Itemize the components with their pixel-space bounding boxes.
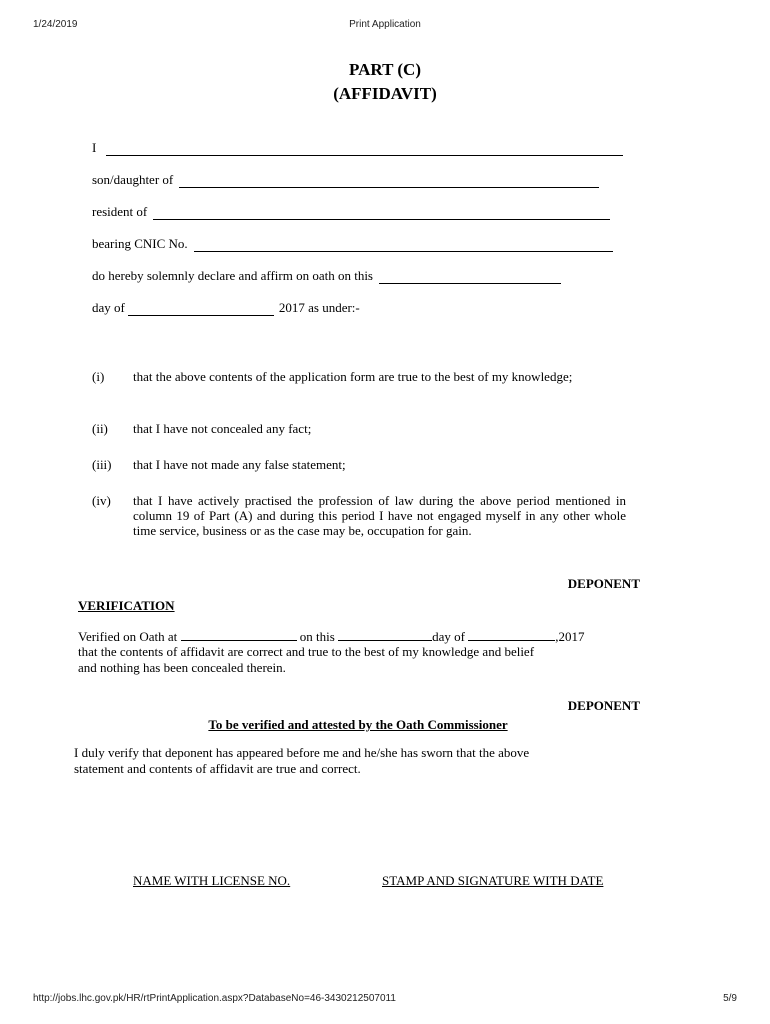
verification-line-1 bbox=[78, 628, 643, 644]
on-this-label: on this bbox=[299, 629, 335, 644]
verification-line-2: that the contents of affidavit are correct and true to the best of my knowledge and belief bbox=[78, 644, 535, 659]
field-i bbox=[92, 140, 623, 156]
field-son-daughter bbox=[92, 172, 599, 188]
field-day-of-blank bbox=[128, 301, 274, 316]
field-resident-label: resident of bbox=[92, 204, 148, 219]
field-cnic bbox=[92, 236, 613, 252]
item-number: (ii) bbox=[92, 421, 108, 436]
field-declare-blank bbox=[379, 269, 561, 284]
field-i-blank bbox=[106, 141, 623, 156]
print-url: http://jobs.lhc.gov.pk/HR/rtPrintApplication.aspx?DatabaseNo=46-3430212507011 bbox=[33, 993, 396, 1004]
item-text: that I have not made any false statement; bbox=[133, 457, 346, 472]
document-title: PART (C) bbox=[349, 60, 421, 79]
item-number: (iii) bbox=[92, 457, 112, 472]
deponent-label: DEPONENT bbox=[567, 576, 640, 591]
month-blank bbox=[468, 628, 555, 641]
verification-line-3: and nothing has been concealed therein. bbox=[78, 660, 286, 675]
field-son-daughter-blank bbox=[179, 173, 599, 188]
item-number: (i) bbox=[92, 369, 105, 384]
item-text: that I have actively practised the profession of law during the above period mentioned in column 19 of Part (A) and during this period I have not engaged myself in any other whole time service, business or as the case may be, occupation for gain. bbox=[133, 493, 626, 538]
field-declare-label: do hereby solemnly declare and affirm on oath on this bbox=[92, 268, 373, 283]
verification-heading: VERIFICATION bbox=[78, 598, 175, 613]
name-license-label: NAME WITH LICENSE NO. bbox=[133, 873, 291, 888]
attestation-heading: To be verified and attested by the Oath Commissioner bbox=[208, 717, 508, 732]
attestation-line-1: I duly verify that deponent has appeared before me and he/she has sworn that the above bbox=[74, 745, 530, 760]
date-blank bbox=[338, 628, 432, 641]
field-son-daughter-label: son/daughter of bbox=[92, 172, 174, 187]
page-number: 5/9 bbox=[723, 993, 737, 1004]
day-of-label: day of bbox=[432, 629, 465, 644]
year-label: ,2017 bbox=[555, 629, 585, 644]
verified-on-oath-label: Verified on Oath at bbox=[78, 629, 178, 644]
item-text: that the above contents of the application form are true to the best of my knowledge; bbox=[133, 369, 573, 384]
place-blank bbox=[181, 628, 297, 641]
document-subtitle: (AFFIDAVIT) bbox=[333, 84, 437, 103]
deponent-label: DEPONENT bbox=[567, 698, 640, 713]
field-i-label: I bbox=[92, 140, 97, 155]
field-cnic-label: bearing CNIC No. bbox=[92, 236, 188, 251]
field-resident bbox=[92, 204, 610, 220]
print-title: Print Application bbox=[349, 19, 421, 30]
item-number: (iv) bbox=[92, 493, 111, 508]
field-resident-blank bbox=[153, 205, 610, 220]
print-date: 1/24/2019 bbox=[33, 19, 78, 30]
field-day-of bbox=[92, 300, 360, 316]
field-day-of-label: day of bbox=[92, 300, 125, 315]
attestation-line-2: statement and contents of affidavit are true and correct. bbox=[74, 761, 361, 776]
field-cnic-blank bbox=[194, 237, 613, 252]
stamp-signature-label: STAMP AND SIGNATURE WITH DATE bbox=[382, 873, 604, 888]
field-declare bbox=[92, 268, 561, 284]
item-text: that I have not concealed any fact; bbox=[133, 421, 312, 436]
field-year-suffix: 2017 as under:- bbox=[278, 300, 360, 315]
